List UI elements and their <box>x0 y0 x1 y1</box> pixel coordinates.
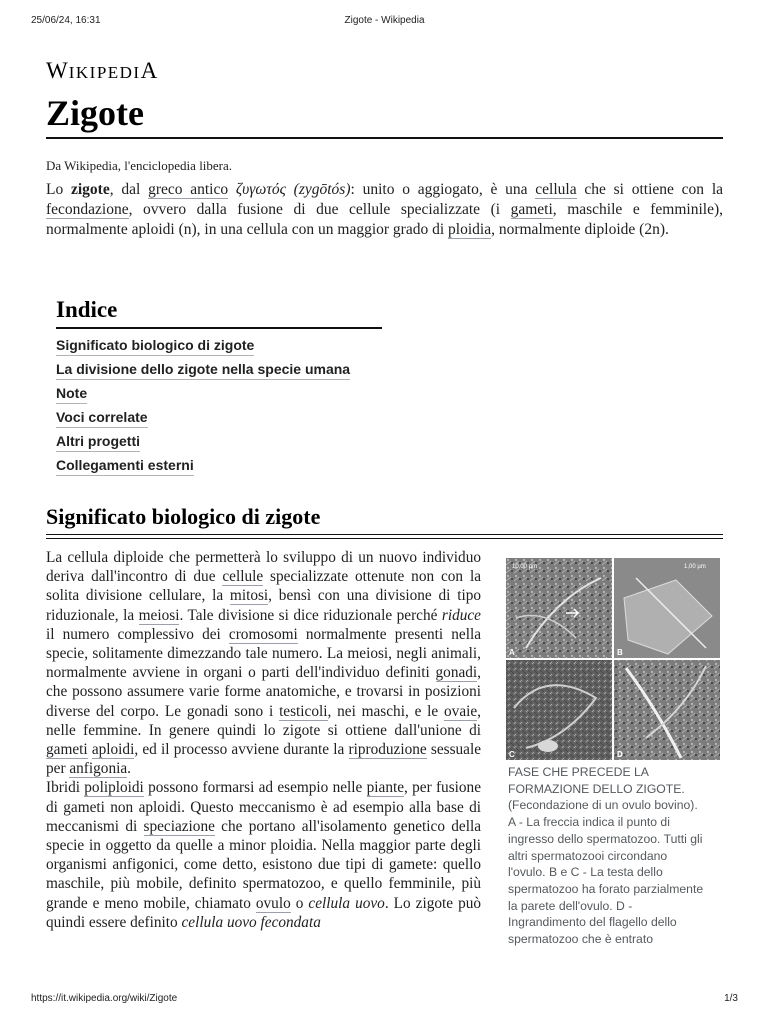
link-aploidi[interactable]: aploidi <box>91 741 135 759</box>
toc-item <box>56 383 382 407</box>
link-mitosi[interactable]: mitosi <box>229 587 269 605</box>
toc-link-significato[interactable]: Significato biologico di zigote <box>56 337 254 356</box>
panel-label-a: A <box>509 648 515 657</box>
toc-link-collegamenti[interactable]: Collegamenti esterni <box>56 457 194 476</box>
section-divider <box>46 534 723 535</box>
link-greco-antico[interactable]: greco antico <box>148 181 229 198</box>
panel-label-d: D <box>617 750 623 759</box>
link-gonadi[interactable]: gonadi <box>435 664 478 682</box>
panel-c <box>506 660 612 760</box>
scale-label-a: 10,00 µm <box>512 564 538 570</box>
print-header <box>31 15 738 31</box>
panel-label-b: B <box>617 648 623 657</box>
toc-link-voci-correlate[interactable]: Voci correlate <box>56 409 148 428</box>
site-tagline: Da Wikipedia, l'enciclopedia libera. <box>46 158 233 173</box>
toc-list <box>56 335 382 479</box>
print-url: https://it.wikipedia.org/wiki/Zigote <box>31 993 178 1004</box>
table-of-contents <box>56 297 382 479</box>
toc-title: Indice <box>56 297 382 329</box>
link-cromosomi[interactable]: cromosomi <box>228 625 298 643</box>
figure-caption: FASE CHE PRECEDE LA FORMAZIONE DELLO ZIGOTE. (Fecondazione di un ovulo bovino). A - La freccia indica il punto di ingresso dello spermatozoo. Tutti gli altri spermatozooi circondano l'ovulo. B e C - La testa dello spermatozoo ha forato parzialmente la parete dell'ovulo. D - Ingrandimento del flagello dello spermatozoo che è entrato <box>508 765 704 947</box>
print-page-counter: 1/3 <box>724 993 738 1004</box>
scale-label-b: 1,00 µm <box>684 564 706 570</box>
print-page-title: Zigote - Wikipedia <box>344 15 425 26</box>
section-divider <box>46 538 723 539</box>
toc-item <box>56 359 382 383</box>
intro-paragraph: Lo zigote, dal greco antico ζυγωτός (zygōtós): unito o aggiogato, è una cellula che si ottiene con la fecondazione, ovvero dalla fusione di due cellule specializzate (i gameti, maschile e femminile), normalmente aploidi (n), in una cellula con un maggior grado di ploidia, normalmente diploide (2n). <box>46 181 724 238</box>
toc-item <box>56 407 382 431</box>
title-divider <box>46 137 723 139</box>
print-footer <box>31 993 738 1009</box>
link-speciazione[interactable]: speciazione <box>143 817 215 835</box>
link-anfigonia[interactable]: anfigonia <box>69 760 128 778</box>
link-ovaie[interactable]: ovaie <box>444 702 478 720</box>
micrograph-image[interactable] <box>506 558 720 760</box>
link-gameti-2[interactable]: gameti <box>46 741 88 759</box>
link-fecondazione[interactable]: fecondazione <box>46 201 129 218</box>
section-body: La cellula diploide che permetterà lo sviluppo di un nuovo individuo deriva dall'incontro di due cellule specializzate ottenute non con la solita divisione cellulare, la mitosi, bensì con una divisione di tipo riduzionale, la meiosi. Tale divisione si dice riduzionale perché riduce il numero complessivo dei cromosomi normalmente presenti nella specie, solitamente dimezzando tale numero. La meiosi, negli animali, normalmente avviene in organi o parti dell'individuo definiti gonadi, che possono assumere varie forme anatomiche, e trovarsi in posizioni diverse del corpo. Le gonadi sono i testicoli, nei maschi, e le ovaie, nelle femmine. In genere quindi lo zigote si ottiene dall'unione di gameti aploidi, ed il processo avviene durante la riproduzione sessuale per anfigonia. Ibridi poliploidi possono formarsi ad esempio nelle piante, per fusione di gameti non aploidi. Questo meccanismo è ad esempio alla base di meccanismi di speciazione che portano all'isolamento genetico della specie in oggetto da quelle a minor ploidia. Nella maggior parte degli organismi anfigonici, come detto, esistono due tipi di gamete: quello maschile, più mobile, definito spermatozoo, e quello femminile, più grande e meno mobile, chiamato ovulo o cellula uovo. Lo zigote può quindi essere definito cellula uovo fecondata <box>46 549 482 931</box>
panel-label-c: C <box>509 750 515 759</box>
toc-link-divisione[interactable]: La divisione dello zigote nella specie umana <box>56 361 350 380</box>
panel-a <box>506 558 612 658</box>
toc-item <box>56 431 382 455</box>
micrograph-svg <box>506 558 720 760</box>
link-cellule[interactable]: cellule <box>222 568 264 586</box>
link-gameti[interactable]: gameti <box>510 201 553 218</box>
link-piante[interactable]: piante <box>366 779 405 797</box>
link-meiosi[interactable]: meiosi <box>138 606 180 624</box>
toc-item <box>56 335 382 359</box>
page-title: Zigote <box>46 93 144 133</box>
link-testicoli[interactable]: testicoli <box>279 702 328 720</box>
link-ovulo[interactable]: ovulo <box>255 894 291 912</box>
print-datetime: 25/06/24, 16:31 <box>31 15 101 26</box>
greek-term: ζυγωτός (zygōtós) <box>235 181 351 198</box>
wikipedia-wordmark[interactable]: WIKIPEDIA <box>46 58 159 83</box>
link-poliploidi[interactable]: poliploidi <box>84 779 144 797</box>
toc-link-altri-progetti[interactable]: Altri progetti <box>56 433 140 452</box>
toc-link-note[interactable]: Note <box>56 385 87 404</box>
toc-item <box>56 455 382 479</box>
link-cellula[interactable]: cellula <box>535 181 577 198</box>
link-riproduzione[interactable]: riproduzione <box>348 741 427 759</box>
link-ploidia[interactable]: ploidia <box>448 221 492 238</box>
section-heading: Significato biologico di zigote <box>46 504 321 529</box>
